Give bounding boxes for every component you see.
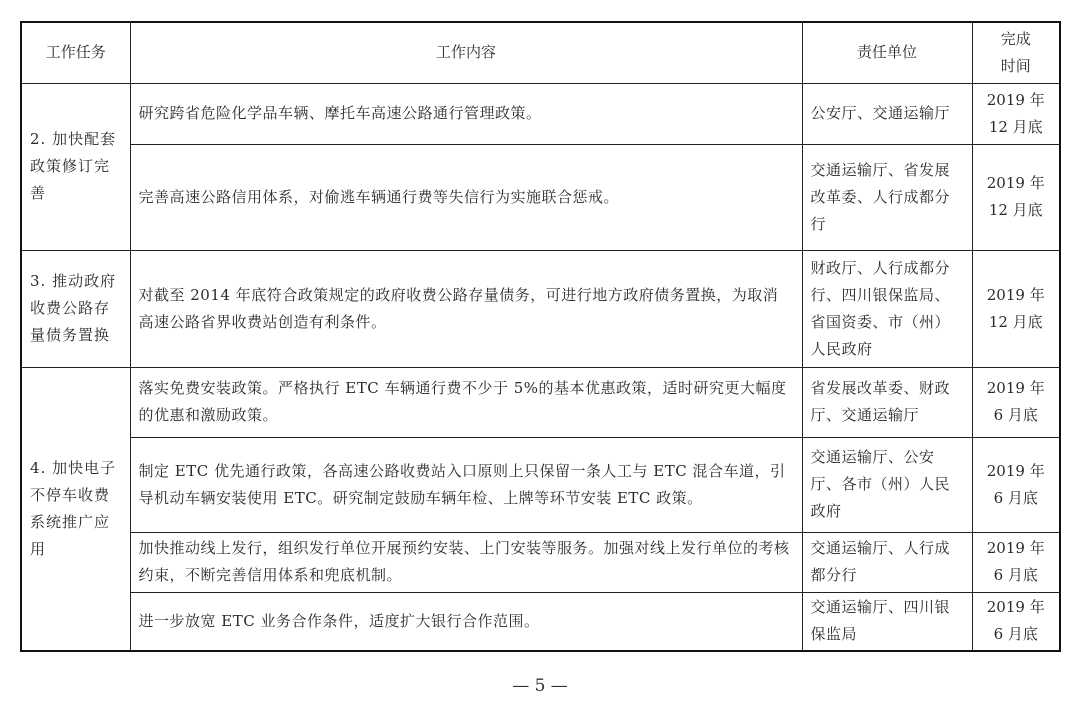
table-header-row bbox=[21, 22, 1060, 83]
time-cell: 2019 年 12 月底 bbox=[972, 83, 1060, 144]
table-row bbox=[21, 83, 1060, 144]
unit-cell: 省发展改革委、财政厅、交通运输厅 bbox=[802, 367, 972, 437]
page-number: — 5 — bbox=[512, 676, 568, 696]
time-cell: 2019 年 6 月底 bbox=[972, 532, 1060, 592]
content-cell: 研究跨省危险化学品车辆、摩托车高速公路通行管理政策。 bbox=[130, 83, 802, 144]
content-cell: 加快推动线上发行，组织发行单位开展预约安装、上门安装等服务。加强对线上发行单位的考核约束，不断完善信用体系和兜底机制。 bbox=[130, 532, 802, 592]
header-content: 工作内容 bbox=[130, 22, 802, 83]
table-row bbox=[21, 367, 1060, 437]
unit-cell: 公安厅、交通运输厅 bbox=[802, 83, 972, 144]
content-cell: 制定 ETC 优先通行政策，各高速公路收费站入口原则上只保留一条人工与 ETC 混合车道，引导机动车辆安装使用 ETC。研究制定鼓励车辆年检、上牌等环节安装 ETC 政策。 bbox=[130, 437, 802, 532]
table-row bbox=[21, 437, 1060, 532]
table-row bbox=[21, 144, 1060, 250]
task-cell: 4. 加快电子不停车收费系统推广应用 bbox=[21, 367, 130, 651]
header-time bbox=[972, 22, 1060, 83]
time-cell: 2019 年 12 月底 bbox=[972, 144, 1060, 250]
content-cell: 进一步放宽 ETC 业务合作条件，适度扩大银行合作范围。 bbox=[130, 592, 802, 651]
header-task: 工作任务 bbox=[21, 22, 130, 83]
header-unit: 责任单位 bbox=[802, 22, 972, 83]
task-table bbox=[20, 21, 1061, 652]
time-cell: 2019 年 6 月底 bbox=[972, 437, 1060, 532]
time-cell: 2019 年 6 月底 bbox=[972, 592, 1060, 651]
header-time-line1: 完成 bbox=[1000, 29, 1031, 48]
unit-cell: 财政厅、人行成都分行、四川银保监局、省国资委、市（州）人民政府 bbox=[802, 250, 972, 367]
content-cell: 落实免费安装政策。严格执行 ETC 车辆通行费不少于 5%的基本优惠政策，适时研究更大幅度的优惠和激励政策。 bbox=[130, 367, 802, 437]
unit-cell: 交通运输厅、公安厅、各市（州）人民政府 bbox=[802, 437, 972, 532]
unit-cell: 交通运输厅、省发展改革委、人行成都分行 bbox=[802, 144, 972, 250]
content-cell: 完善高速公路信用体系，对偷逃车辆通行费等失信行为实施联合惩戒。 bbox=[130, 144, 802, 250]
unit-cell: 交通运输厅、人行成都分行 bbox=[802, 532, 972, 592]
unit-cell: 交通运输厅、四川银保监局 bbox=[802, 592, 972, 651]
table-row bbox=[21, 250, 1060, 367]
header-time-line2: 时间 bbox=[1000, 56, 1031, 75]
time-cell: 2019 年 12 月底 bbox=[972, 250, 1060, 367]
task-cell: 2. 加快配套政策修订完善 bbox=[21, 83, 130, 250]
table-row bbox=[21, 592, 1060, 651]
table-row bbox=[21, 532, 1060, 592]
time-cell: 2019 年 6 月底 bbox=[972, 367, 1060, 437]
content-cell: 对截至 2014 年底符合政策规定的政府收费公路存量债务，可进行地方政府债务置换，为取消高速公路省界收费站创造有利条件。 bbox=[130, 250, 802, 367]
task-cell: 3. 推动政府收费公路存量债务置换 bbox=[21, 250, 130, 367]
